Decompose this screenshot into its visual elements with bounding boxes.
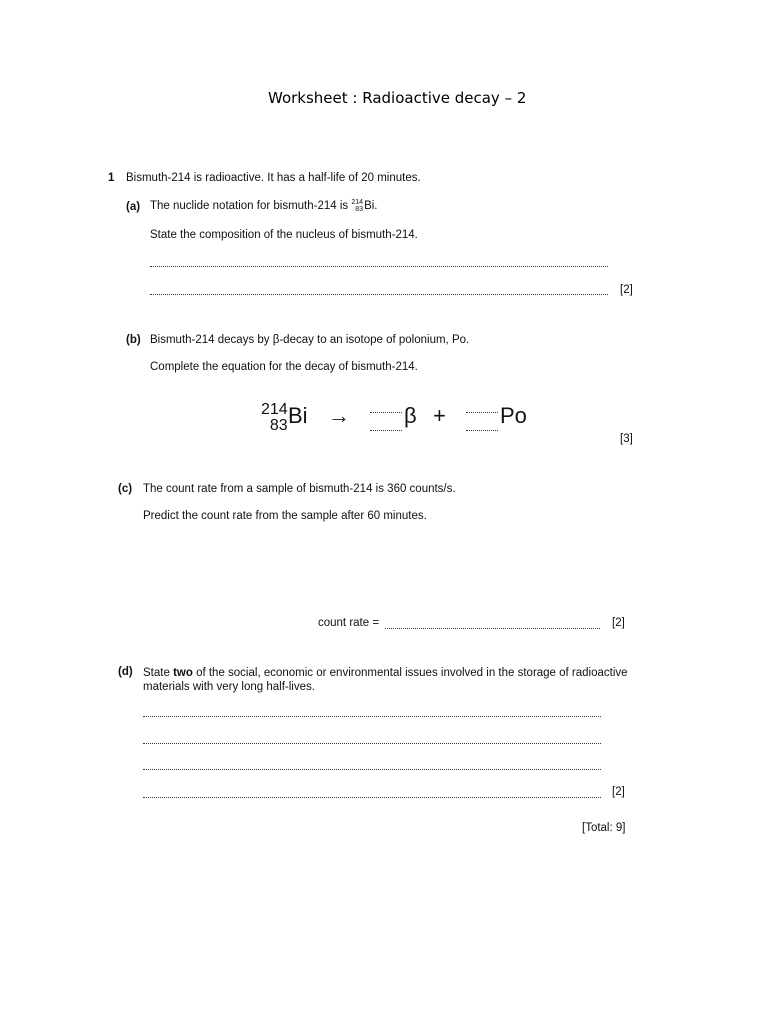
answer-line[interactable] <box>143 743 601 744</box>
part-d-text-before: State <box>143 667 174 679</box>
eq-beta-symbol: β <box>404 403 417 428</box>
part-a-label: (a) <box>126 201 141 213</box>
part-c-text: The count rate from a sample of bismuth-214 is 360 counts/s. <box>143 483 456 495</box>
eq-mass-number: 214 <box>261 401 288 418</box>
eq-atomic-number: 83 <box>269 417 288 434</box>
part-d-text-after: of the social, economic or environmental issues involved in the storage of radioactive materials with very long half-lives. <box>143 667 628 693</box>
part-d-text <box>143 666 643 694</box>
beta-atomic-blank[interactable] <box>370 430 402 431</box>
answer-line[interactable] <box>150 294 608 295</box>
part-a-text-before: The nuclide notation for bismuth-214 is <box>150 200 352 213</box>
answer-line[interactable] <box>150 266 608 267</box>
part-b-label: (b) <box>126 334 141 346</box>
eq-po-symbol: Po <box>500 403 527 428</box>
beta-mass-blank[interactable] <box>370 412 402 413</box>
part-d-marks: [2] <box>612 786 625 798</box>
part-a-instruction: State the composition of the nucleus of bismuth-214. <box>150 229 418 241</box>
answer-line[interactable] <box>143 769 601 770</box>
po-mass-blank[interactable] <box>466 412 498 413</box>
part-d-label: (d) <box>118 666 133 678</box>
part-b-instruction: Complete the equation for the decay of bismuth-214. <box>150 361 418 373</box>
po-atomic-blank[interactable] <box>466 430 498 431</box>
arrow-icon: → <box>328 403 350 428</box>
part-d-text-bold: two <box>173 667 193 679</box>
part-c-marks: [2] <box>612 617 625 629</box>
part-c-instruction: Predict the count rate from the sample after 60 minutes. <box>143 510 427 522</box>
part-b-marks: [3] <box>620 433 633 445</box>
eq-bi-symbol: Bi <box>288 403 308 428</box>
eq-bi-numbers <box>261 402 288 434</box>
part-c-label: (c) <box>118 483 133 495</box>
element-symbol: Bi <box>364 200 375 213</box>
nuclide-numbers <box>351 199 363 213</box>
part-a-text-after: . <box>374 200 378 213</box>
page-title: Worksheet : Radioactive decay – 2 <box>268 89 527 107</box>
count-rate-answer-line[interactable] <box>385 628 600 629</box>
mass-number: 214 <box>351 199 364 206</box>
part-b-text: Bismuth-214 decays by β-decay to an isotope of polonium, Po. <box>150 334 470 346</box>
answer-line[interactable] <box>143 716 601 717</box>
question-intro: Bismuth-214 is radioactive. It has a half-life of 20 minutes. <box>126 172 421 184</box>
count-rate-label: count rate = <box>318 617 380 629</box>
eq-plus: + <box>433 403 446 428</box>
atomic-number: 83 <box>355 206 364 213</box>
question-number: 1 <box>108 172 115 184</box>
part-a-text <box>150 199 378 213</box>
answer-line[interactable] <box>143 797 601 798</box>
part-a-marks: [2] <box>620 284 633 296</box>
total-marks: [Total: 9] <box>582 822 626 834</box>
